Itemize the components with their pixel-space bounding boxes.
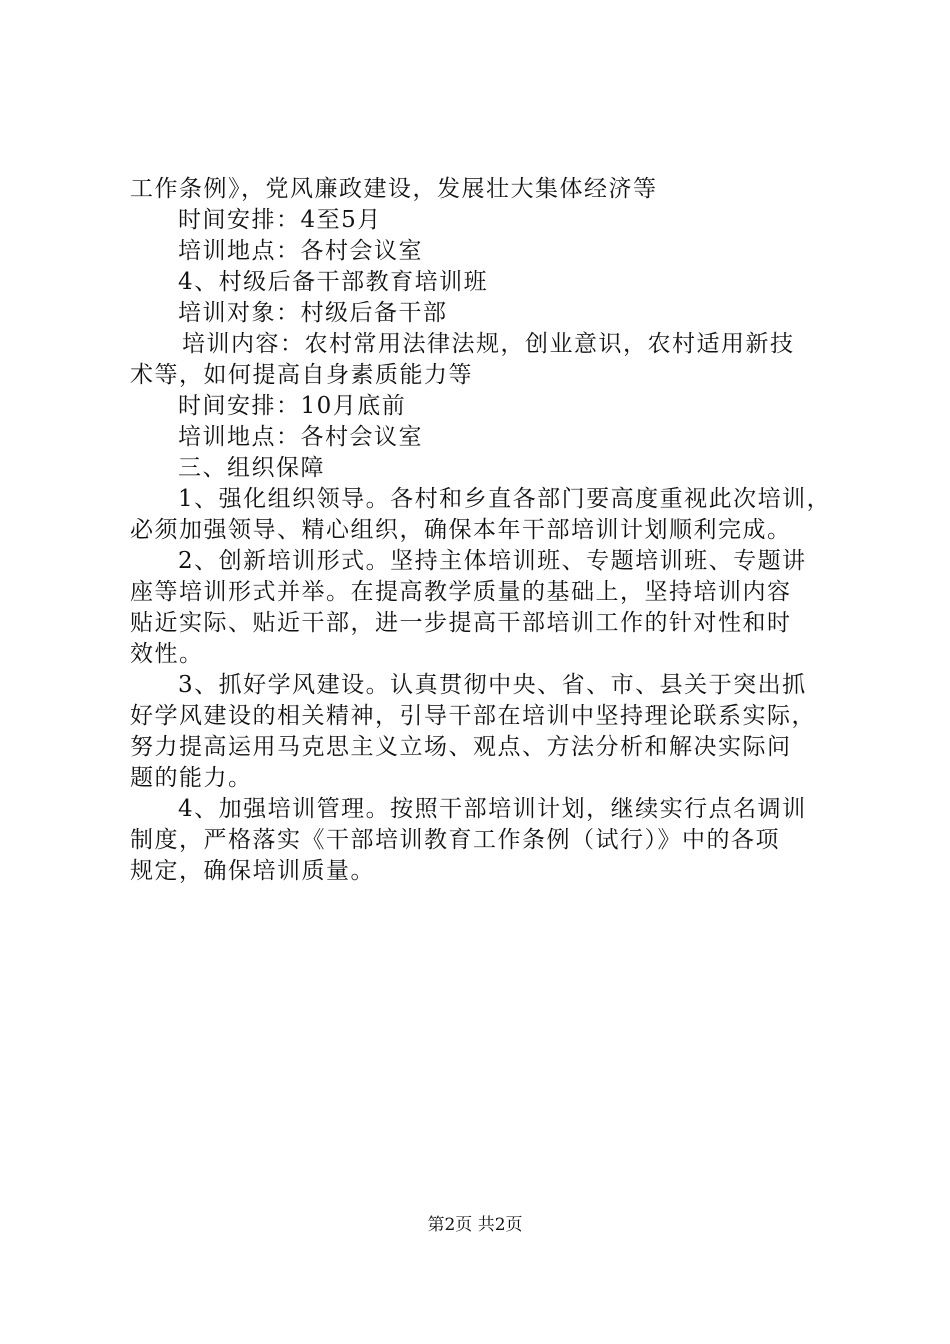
text-line: 培训内容：农村常用法律法规，创业意识，农村适用新技: [182, 331, 795, 357]
section-heading: 三、组织保障: [178, 455, 325, 481]
paragraph-line: 1、强化组织领导。各村和乡直各部门要高度重视此次培训，: [178, 486, 832, 512]
paragraph-line: 贴近实际、贴近干部，进一步提高干部培训工作的针对性和时: [130, 610, 792, 636]
paragraph-line: 规定，确保培训质量。: [130, 858, 375, 884]
page-footer: 第2页 共2页: [427, 1215, 523, 1235]
paragraph-line: 2、创新培训形式。坚持主体培训班、专题培训班、专题讲: [178, 548, 807, 574]
paragraph-line: 4、加强培训管理。按照干部培训计划，继续实行点名调训: [178, 796, 807, 822]
paragraph-line: 好学风建设的相关精神，引导干部在培训中坚持理论联系实际，: [130, 703, 816, 729]
paragraph-line: 努力提高运用马克思主义立场、观点、方法分析和解决实际问: [130, 734, 792, 760]
paragraph-line: 3、抓好学风建设。认真贯彻中央、省、市、县关于突出抓: [178, 672, 807, 698]
text-line: 术等，如何提高自身素质能力等: [130, 362, 473, 388]
section-heading: 4、村级后备干部教育培训班: [178, 269, 489, 295]
text-line: 工作条例》，党风廉政建设，发展壮大集体经济等: [130, 176, 658, 202]
paragraph-line: 效性。: [130, 641, 204, 667]
paragraph-line: 题的能力。: [130, 765, 253, 791]
text-line: 培训地点：各村会议室: [178, 238, 423, 264]
paragraph-line: 座等培训形式并举。在提高教学质量的基础上，坚持培训内容: [130, 579, 792, 605]
text-line: 培训对象：村级后备干部: [178, 300, 448, 326]
document-body: [130, 174, 832, 887]
paragraph-line: 制度，严格落实《干部培训教育工作条例（试行）》中的各项: [130, 827, 780, 853]
text-line: 培训地点：各村会议室: [178, 424, 423, 450]
text-line: 时间安排：4至5月: [178, 207, 382, 233]
text-line: 时间安排：10月底前: [178, 393, 407, 419]
paragraph-line: 必须加强领导、精心组织，确保本年干部培训计划顺利完成。: [130, 517, 792, 543]
